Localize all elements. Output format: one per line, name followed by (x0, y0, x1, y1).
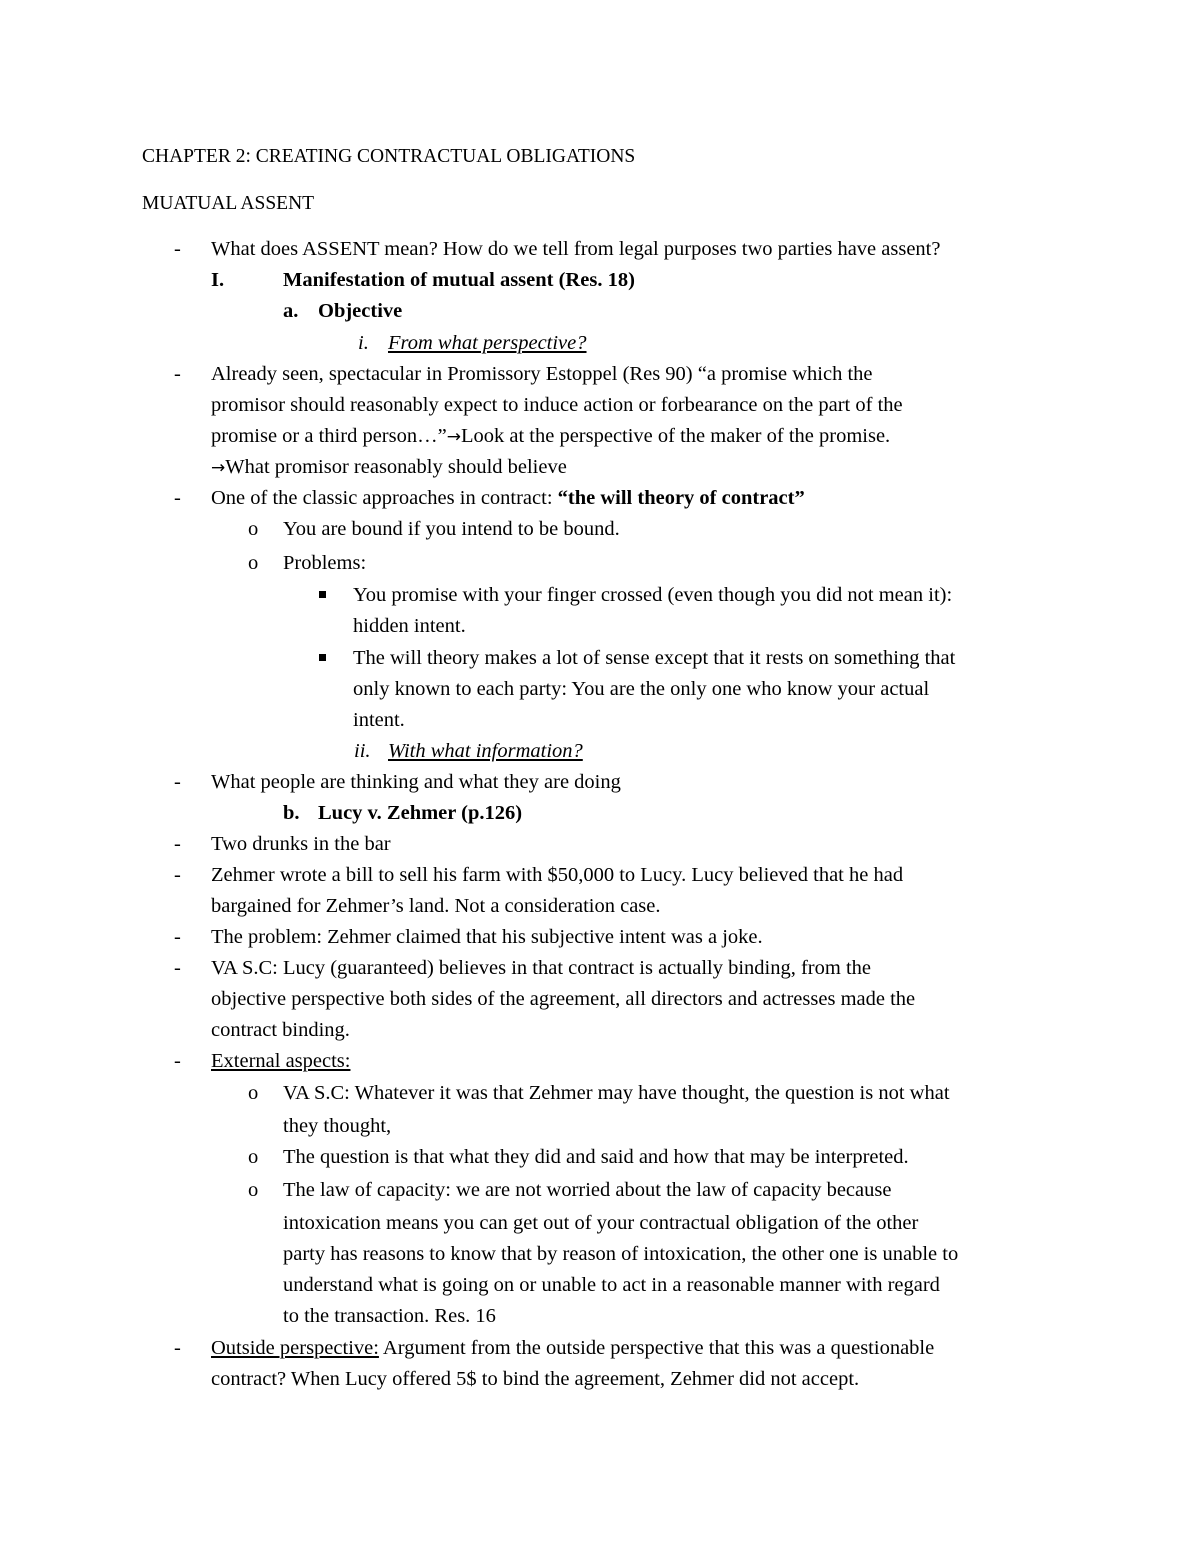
text-line: The problem: Zehmer claimed that his subjective intent was a joke. (211, 926, 763, 948)
outline-heading: Manifestation of mutual assent (Res. 18) (283, 269, 635, 291)
text-line: What does ASSENT mean? How do we tell from legal purposes two parties have assent? (211, 238, 941, 260)
text-line: objective perspective both sides of the agreement, all directors and actresses made the (211, 988, 916, 1010)
text-line: Problems: (283, 552, 367, 574)
bullet-circle: o (248, 552, 259, 574)
text-line: VA S.C: Whatever it was that Zehmer may have thought, the question is not what (283, 1082, 950, 1104)
bullet-circle: o (248, 518, 259, 540)
bullet-circle: o (248, 1082, 259, 1104)
list-marker-letter: b. (283, 802, 300, 824)
text-line: they thought, (283, 1115, 392, 1137)
section-title: MUATUAL ASSENT (142, 193, 315, 214)
text-line: VA S.C: Lucy (guaranteed) believes in that contract is actually binding, from the (211, 957, 872, 979)
bold-quote: “the will theory of contract” (557, 487, 805, 509)
text-line: Two drunks in the bar (211, 833, 391, 855)
text-span: Argument from the outside perspective that this was a questionable (378, 1337, 935, 1359)
bullet-circle: o (248, 1146, 259, 1168)
text-span: Look at the perspective of the maker of the promise. (460, 425, 891, 447)
bullet-dash: - (174, 771, 181, 793)
text-line (211, 421, 890, 453)
text-line: bargained for Zehmer’s land. Not a consideration case. (211, 895, 661, 917)
outline-question: With what information? (388, 740, 583, 762)
list-marker-roman-small: ii. (354, 740, 371, 762)
bullet-dash: - (174, 926, 181, 948)
bullet-dash: - (174, 833, 181, 855)
text-span: What promisor reasonably should believe (225, 456, 567, 478)
text-span: One of the classic approaches in contract: (211, 487, 558, 509)
list-marker-roman: I. (211, 269, 225, 291)
text-span: promise or a third person…” (211, 425, 447, 447)
bullet-square-icon (319, 654, 326, 661)
bullet-dash: - (174, 487, 181, 509)
outline-question: From what perspective? (388, 332, 587, 354)
text-line: The will theory makes a lot of sense except that it rests on something that (353, 647, 956, 669)
text-line: The law of capacity: we are not worried about the law of capacity because (283, 1179, 892, 1201)
list-marker-letter: a. (283, 300, 299, 322)
chapter-title: CHAPTER 2: CREATING CONTRACTUAL OBLIGATIONS (142, 146, 636, 167)
underlined-label: External aspects: (211, 1050, 351, 1072)
bullet-dash: - (174, 864, 181, 886)
text-line: You are bound if you intend to be bound. (283, 518, 620, 540)
underlined-label: Outside perspective: (211, 1337, 379, 1359)
text-line: You promise with your finger crossed (even though you did not mean it): (353, 584, 953, 606)
bullet-circle: o (248, 1179, 259, 1201)
outline-subheading: Lucy v. Zehmer (p.126) (318, 802, 523, 824)
arrow-icon: → (211, 458, 226, 478)
bullet-dash: - (174, 957, 181, 979)
text-line (211, 452, 567, 484)
text-line: understand what is going on or unable to act in a reasonable manner with regard (283, 1274, 940, 1296)
text-line: intent. (353, 709, 405, 731)
text-line: contract? When Lucy offered 5$ to bind the agreement, Zehmer did not accept. (211, 1368, 860, 1390)
text-line: intoxication means you can get out of your contractual obligation of the other (283, 1212, 919, 1234)
text-line (211, 483, 805, 514)
text-line (211, 1333, 934, 1364)
bullet-dash: - (174, 1337, 181, 1359)
text-line: Zehmer wrote a bill to sell his farm with $50,000 to Lucy. Lucy believed that he had (211, 864, 904, 886)
bullet-dash: - (174, 363, 181, 385)
bullet-dash: - (174, 238, 181, 260)
bullet-dash: - (174, 1050, 181, 1072)
text-line: What people are thinking and what they are doing (211, 771, 621, 793)
arrow-icon: → (446, 427, 461, 447)
text-line: promisor should reasonably expect to induce action or forbearance on the part of the (211, 394, 903, 416)
text-line: Already seen, spectacular in Promissory Estoppel (Res 90) “a promise which the (211, 363, 873, 385)
list-marker-roman-small: i. (358, 332, 369, 354)
text-line: The question is that what they did and said and how that may be interpreted. (283, 1146, 909, 1168)
outline-subheading: Objective (318, 300, 403, 322)
text-line: hidden intent. (353, 615, 466, 637)
text-line: contract binding. (211, 1019, 350, 1041)
text-line: only known to each party: You are the only one who know your actual (353, 678, 930, 700)
text-line: party has reasons to know that by reason of intoxication, the other one is unable to (283, 1243, 959, 1265)
bullet-square-icon (319, 591, 326, 598)
text-line: to the transaction. Res. 16 (283, 1305, 496, 1327)
